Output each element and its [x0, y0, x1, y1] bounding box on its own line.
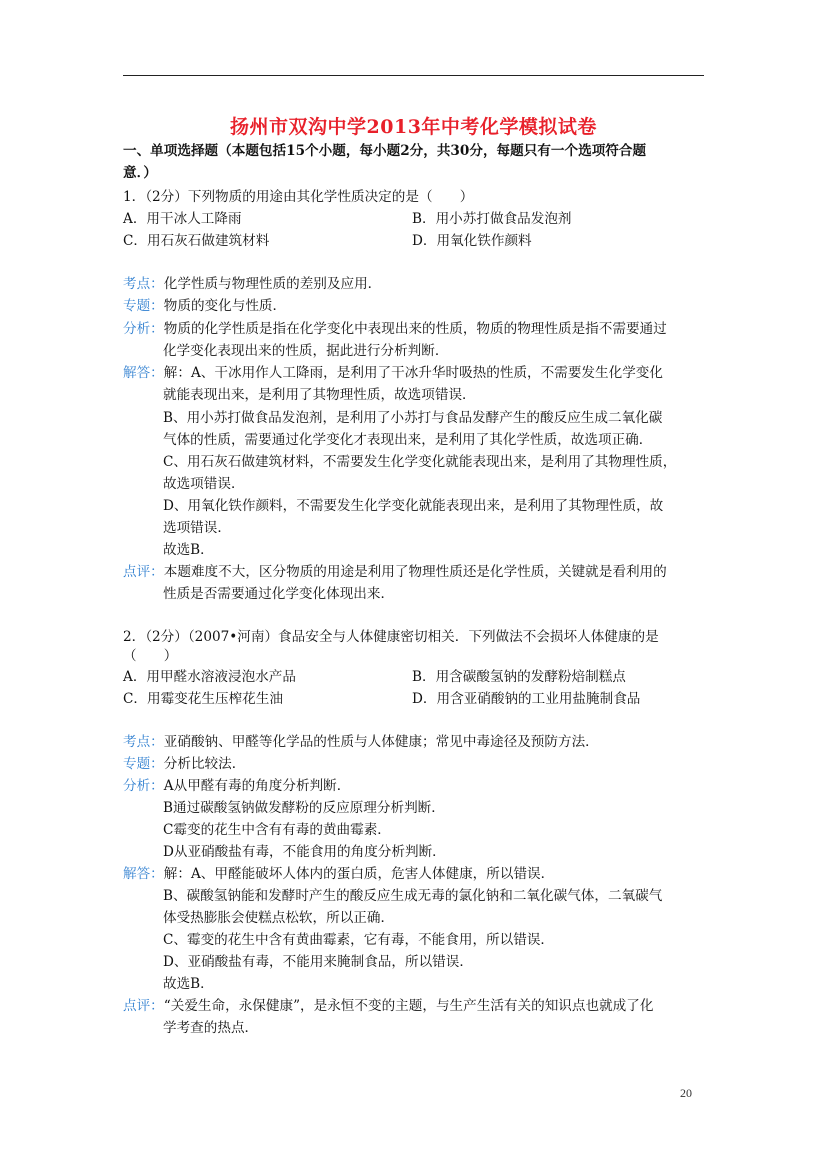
q1-zhuanti-text: 物质的变化与性质． — [163, 298, 287, 314]
q1-jieda-text-6: 故选项错误． — [163, 476, 245, 492]
q1-jieda-text-7: D、用氧化铁作颜料，不需要发生化学变化就能表现出来，是利用了其物理性质，故 — [163, 498, 664, 514]
q1-jieda-text-4: 气体的性质，需要通过化学变化才表现出来，是利用了其化学性质，故选项正确． — [163, 432, 653, 448]
q1-kaodian — [123, 273, 381, 295]
q2-option-a: A．用甲醛水溶液浸泡水产品 — [123, 669, 296, 685]
q1-option-b: B．用小苏打做食品发泡剂 — [412, 211, 572, 227]
q1-stem: 1．（2分）下列物质的用途由其化学性质决定的是（ ） — [123, 189, 474, 205]
q1-dianping — [123, 561, 667, 583]
jieda-label: 解答： — [123, 866, 164, 882]
q1-zhuanti — [123, 295, 286, 317]
q2-jieda-text-3: 体受热膨胀会使糕点松软，所以正确． — [163, 910, 395, 926]
q2-fenxi-text-3: C霉变的花生中含有有毒的黄曲霉素． — [163, 822, 391, 838]
page-title: 扬州市双沟中学2013年中考化学模拟试卷 — [230, 116, 597, 138]
q2-option-d: D．用含亚硝酸钠的工业用盐腌制食品 — [412, 691, 641, 707]
q2-stem: 2．（2分）（2007•河南）食品安全与人体健康密切相关．下列做法不会损坏人体健康的是 — [123, 629, 659, 645]
fenxi-label: 分析： — [123, 321, 164, 337]
q2-kaodian — [123, 731, 599, 753]
q1-jieda-text-5: C、用石灰石做建筑材料，不需要发生化学变化就能表现出来，是利用了其物理性质， — [163, 454, 677, 470]
q2-zhuanti-text: 分析比较法． — [163, 756, 246, 772]
q1-fenxi — [123, 318, 667, 340]
q1-jieda — [123, 362, 663, 384]
q2-fenxi-text-1: A从甲醛有毒的角度分析判断． — [163, 778, 351, 794]
jieda-label: 解答： — [123, 365, 164, 381]
q2-stem-cont: （ ） — [123, 648, 178, 664]
q1-jieda-text-1: 解：A、干冰用作人工降雨，是利用了干冰升华时吸热的性质，不需要发生化学变化 — [163, 365, 663, 381]
q1-option-a: A．用干冰人工降雨 — [123, 211, 242, 227]
q1-kaodian-text: 化学性质与物理性质的差别及应用． — [163, 276, 382, 292]
section-heading-cont: 意．） — [123, 165, 157, 181]
fenxi-label: 分析： — [123, 778, 164, 794]
q1-fenxi-text-1: 物质的化学性质是指在化学变化中表现出来的性质，物质的物理性质是指不需要通过 — [163, 321, 667, 337]
q2-jieda — [123, 863, 554, 885]
q1-dianping-text-1: 本题难度不大，区分物质的用途是利用了物理性质还是化学性质，关键就是看利用的 — [163, 564, 667, 580]
q1-option-c: C．用石灰石做建筑材料 — [123, 233, 270, 249]
q2-fenxi-text-4: D从亚硝酸盐有毒，不能食用的角度分析判断． — [163, 844, 446, 860]
q2-fenxi — [123, 775, 350, 797]
q2-zhuanti — [123, 753, 245, 775]
kaodian-label: 考点： — [123, 734, 164, 750]
q2-option-b: B．用含碳酸氢钠的发酵粉焙制糕点 — [412, 669, 626, 685]
q2-jieda-text-5: D、亚硝酸盐有毒，不能用来腌制食品，所以错误． — [163, 954, 473, 970]
q2-jieda-text-2: B、碳酸氢钠能和发酵时产生的酸反应生成无毒的氯化钠和二氧化碳气体，二氧碳气 — [163, 888, 663, 904]
dianping-label: 点评： — [123, 564, 164, 580]
zhuanti-label: 专题： — [123, 756, 164, 772]
kaodian-label: 考点： — [123, 276, 164, 292]
q1-jieda-text-8: 选项错误． — [163, 520, 231, 536]
q1-option-d: D．用氧化铁作颜料 — [412, 233, 532, 249]
q1-jieda-text-9: 故选B． — [163, 542, 214, 558]
zhuanti-label: 专题： — [123, 298, 164, 314]
q1-jieda-text-3: B、用小苏打做食品发泡剂，是利用了小苏打与食品发酵产生的酸反应生成二氧化碳 — [163, 410, 663, 426]
q1-dianping-text-2: 性质是否需要通过化学变化体现出来． — [163, 586, 395, 602]
q2-dianping — [123, 995, 653, 1017]
section-heading: 一、单项选择题（本题包括15个小题，每小题2分，共30分，每题只有一个选项符合题 — [123, 143, 647, 159]
q2-jieda-text-4: C、霉变的花生中含有黄曲霉素，它有毒，不能食用，所以错误． — [163, 932, 555, 948]
q2-dianping-text-2: 学考查的热点． — [163, 1020, 259, 1036]
q2-option-c: C．用霉变花生压榨花生油 — [123, 691, 283, 707]
q2-fenxi-text-2: B通过碳酸氢钠做发酵粉的反应原理分析判断． — [163, 800, 445, 816]
q2-dianping-text-1: “关爱生命，永保健康”，是永恒不变的主题，与生产生活有关的知识点也就成了化 — [163, 998, 654, 1014]
header-rule — [123, 75, 704, 76]
q2-jieda-text-6: 故选B． — [163, 976, 214, 992]
q2-kaodian-text: 亚硝酸钠、甲醛等化学品的性质与人体健康；常见中毒途径及预防方法． — [163, 734, 599, 750]
q2-jieda-text-1: 解：A、甲醛能破坏人体内的蛋白质，危害人体健康，所以错误． — [163, 866, 555, 882]
q1-jieda-text-2: 就能表现出来，是利用了其物理性质，故选项错误． — [163, 387, 476, 403]
q1-fenxi-text-2: 化学变化表现出来的性质，据此进行分析判断． — [163, 343, 449, 359]
page-number: 20 — [680, 1086, 692, 1100]
dianping-label: 点评： — [123, 998, 164, 1014]
